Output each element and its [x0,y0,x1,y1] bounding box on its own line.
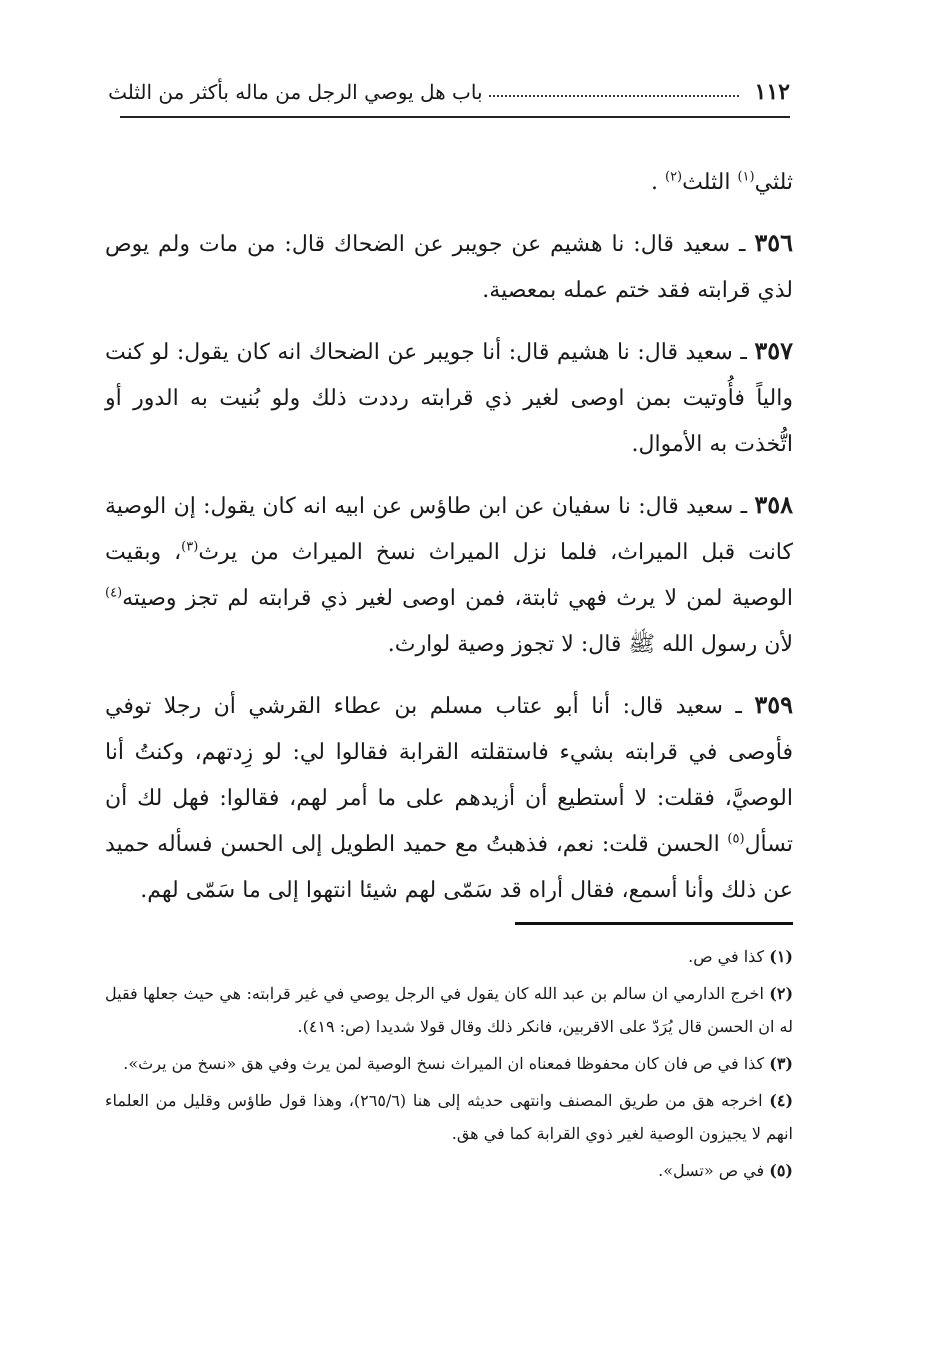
hadith-paragraph [105,328,793,468]
opening-text: . [650,170,665,195]
hadith-number: ٣٥٦ [754,228,793,257]
footnote [105,1154,793,1187]
footnotes [105,940,793,1191]
footnote [105,1084,793,1150]
header-divider [120,116,790,118]
footnote-text: كذا في ص فان كان محفوظا فمعناه ان الميراث نسخ الوصية لمن يرث وفي هق «نسخ من يرث». [123,1054,765,1073]
running-header [108,70,790,114]
footnote-number: (٣) [769,1054,793,1073]
opening-text: ثلثي [754,170,793,195]
footnote-text: كذا في ص. [688,947,765,966]
chapter-title: باب هل يوصي الرجل من ماله بأكثر من الثلث [108,80,483,104]
opening-text: الثلث [682,170,738,195]
hadith-number: ٣٥٧ [754,336,793,365]
footnote-text: في ص «تسل». [658,1161,765,1180]
hadith-text: ، وبقيت الوصية لمن لا يرث فهي ثابتة، فمن اوصى لغير ذي قرابته لم تجز وصيته [105,540,793,611]
footnote [105,1047,793,1080]
footnote-number: (٤) [769,1091,794,1110]
footnote-ref: (٤) [105,585,123,601]
hadith-text: ـ سعيد قال: نا هشيم عن جويبر عن الضحاك قال: من مات ولم يوص لذي قرابته فقد ختم عمله بمعصية. [105,232,793,303]
hadith-paragraph [105,482,793,668]
footnote-divider [515,922,793,925]
leader-dots [489,95,739,97]
hadith-paragraph [105,682,793,914]
footnote-number: (١) [769,947,793,966]
hadith-text: ـ سعيد قال: نا سفيان عن ابن طاؤس عن ابيه انه كان يقول: إن الوصية كانت قبل الميراث، فلما نزل الميراث نسخ الميراث من يرث [105,494,793,565]
hadith-text: ـ سعيد قال: نا هشيم قال: أنا جويبر عن الضحاك انه كان يقول: لو كنت والياً فأُوتيت بمن اوصى لغير ذي قرابته رددت ذلك ولو بُنيت به الدور أو اتُّخذت به الأموال. [105,340,793,457]
hadith-number: ٣٥٨ [754,490,793,519]
footnote-ref: (١) [737,169,755,185]
opening-line [105,160,793,206]
hadith-text: الحسن قلت: نعم، فذهبتُ مع حميد الطويل إلى الحسن فسأله حميد عن ذلك وأنا أسمع، فقال أراه قد سَمّى لهم شيئا انتهوا إلى ما سَمّى لهم. [105,832,793,903]
main-text [105,160,793,928]
footnote-text: اخرجه هق من طريق المصنف وانتهى حديثه إلى هنا (٢٦٥/٦)، وهذا قول طاؤس وقليل من العلماء انهم لا يجيزون الوصية لغير ذوي القرابة كما في هق. [105,1091,793,1143]
hadith-text: ـ سعيد قال: أنا أبو عتاب مسلم بن عطاء القرشي أن رجلا توفي فأوصى في قرابته بشيء فاستقلته القرابة فقالوا لي: لو زِدتهم، وكنتُ أنا الوصيَّ، فقلت: لا أستطيع أن أزيدهم على ما أمر لهم، فقالوا: فهل لك أن تسأل [105,694,793,857]
hadith-text: لأن رسول الله ﷺ قال: لا تجوز وصية لوارث. [387,632,793,657]
footnote [105,977,793,1043]
footnote-ref: (٣) [181,539,199,555]
hadith-paragraph [105,220,793,314]
footnote-ref: (٢) [664,169,683,185]
footnote-number: (٢) [769,984,794,1003]
footnote-text: اخرج الدارمي ان سالم بن عبد الله كان يقول في الرجل يوصي في غير قرابته: هي حيث جعلها فقيل له ان الحسن قال يُرَدّ على الاقربين، فانكر ذلك وقال قولا شديدا (ص: ٤١٩). [105,984,793,1036]
footnote [105,940,793,973]
footnote-ref: (٥) [727,831,745,847]
footnote-number: (٥) [769,1161,793,1180]
hadith-number: ٣٥٩ [754,690,793,719]
page-number: ١١٢ [754,79,790,105]
